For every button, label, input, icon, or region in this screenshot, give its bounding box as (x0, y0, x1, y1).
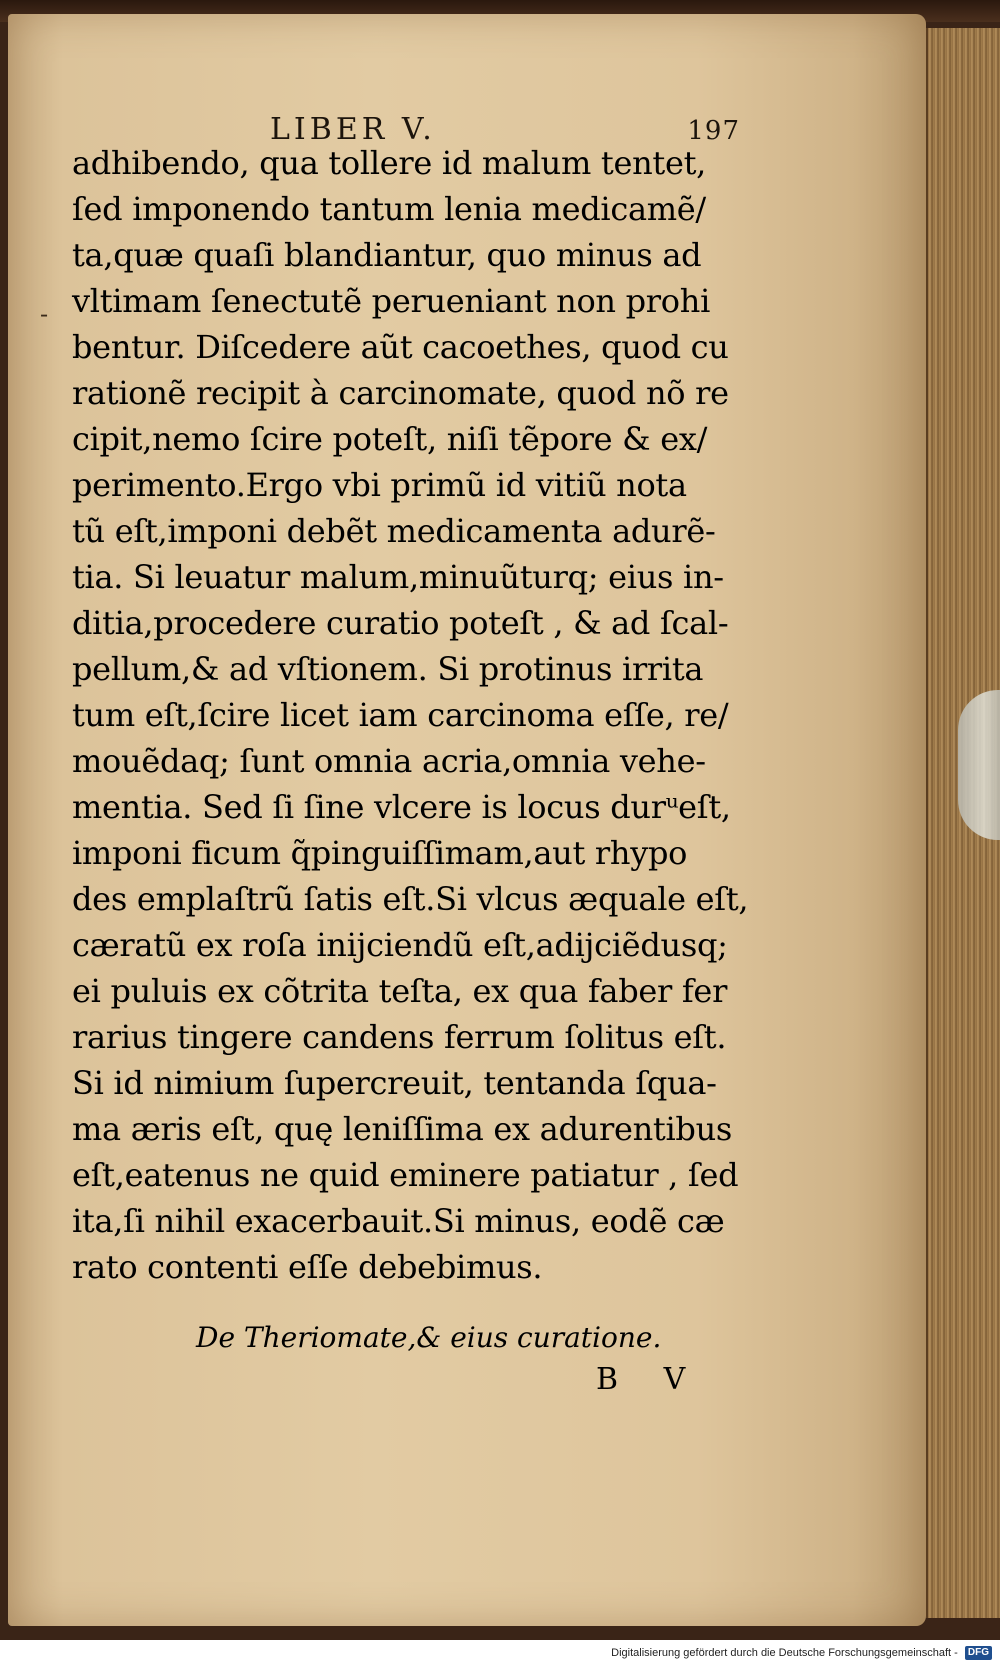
text-line: cipit,nemo ſcire poteſt, niſi tẽpore & ex/ (72, 420, 708, 458)
text-line: ma æris eſt, quę leniſſima ex adurentibus (72, 1110, 732, 1148)
text-line: vltimam ſenectutẽ perueniant non prohi (72, 282, 711, 320)
signature-mark: B V (596, 1362, 704, 1397)
text-line: rarius tingere candens ferrum ſolitus eſt. (72, 1018, 727, 1056)
text-line: pellum,& ad vſtionem. Si protinus irrita (72, 650, 704, 688)
section-heading: De Theriomate,& eius curatione. (196, 1321, 662, 1354)
dfg-logo: DFG (965, 1646, 992, 1660)
text-line: cæratũ ex roſa inijciendũ eſt,adijciẽdusq; (72, 926, 728, 964)
text-line: ditia,procedere curatio poteſt , & ad ſcal- (72, 604, 729, 642)
text-line: rationẽ recipit à carcinomate, quod nõ re (72, 374, 729, 412)
text-line: tum eſt,ſcire licet iam carcinoma eſſe, re/ (72, 696, 729, 734)
text-line: bentur. Diſcedere aũt cacoethes, quod cu (72, 328, 729, 366)
running-title: LIBER V. (270, 112, 436, 147)
page-clasp (958, 690, 1000, 840)
text-line: eſt,eatenus ne quid eminere patiatur , ſed (72, 1156, 739, 1194)
text-line: ta,quæ quaſi blandiantur, quo minus ad (72, 236, 702, 274)
text-line: Si id nimium ſupercreuit, tentanda ſqua- (72, 1064, 717, 1102)
text-line: rato contenti eſſe debebimus. (72, 1248, 543, 1286)
text-line: tia. Si leuatur malum,minuũturq; eius in- (72, 558, 724, 596)
text-line: mouẽdaq; ſunt omnia acria,omnia vehe- (72, 742, 706, 780)
text-line: ſed imponendo tantum lenia medicamẽ/ (72, 190, 706, 228)
text-line: adhibendo, qua tollere id malum tentet, (72, 144, 707, 182)
digitization-footer (0, 1640, 1000, 1667)
text-line: ita,ſi nihil exacerbauit.Si minus, eodẽ cæ (72, 1202, 725, 1240)
text-line: perimento.Ergo vbi primũ id vitiũ nota (72, 466, 687, 504)
folio-number: 197 (687, 116, 740, 146)
footer-credit: Digitalisierung gefördert durch die Deutsche Forschungsgemeinschaft - (611, 1647, 958, 1659)
text-line: des emplaſtrũ ſatis eſt.Si vlcus æquale eſt, (72, 880, 749, 918)
text-line: mentia. Sed ſi ſine vlcere is locus durᵘeſt, (72, 788, 731, 826)
text-line: imponi ficum q̃pinguiſſimam,aut rhypo (72, 834, 688, 872)
margin-mark: - (40, 300, 49, 328)
text-line: ei puluis ex cõtrita teſta, ex qua faber fer (72, 972, 728, 1010)
text-line: tũ eſt,imponi debẽt medicamenta adurẽ- (72, 512, 716, 550)
body-text (72, 140, 792, 1290)
